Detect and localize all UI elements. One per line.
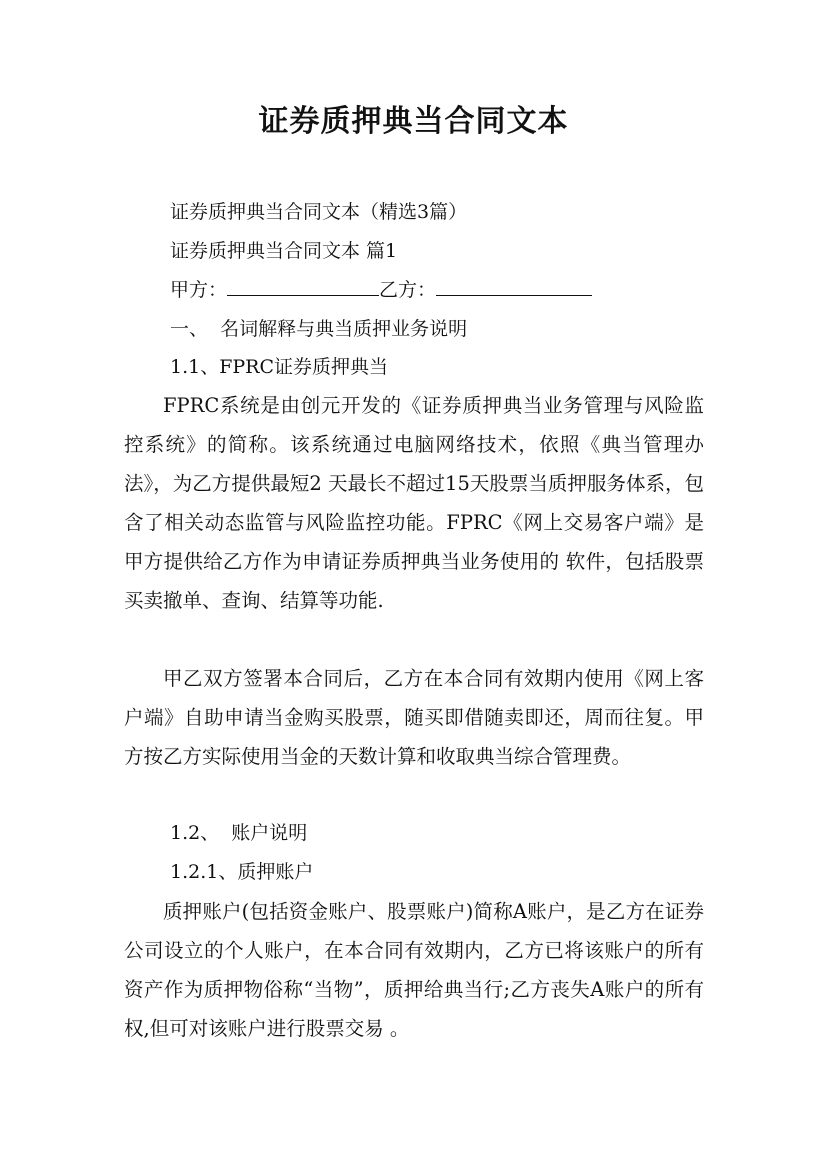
party-a-label: 甲方： [170,279,228,301]
document-subtitle: 证券质押典当合同文本（精选3篇） [170,201,468,223]
heading-1-2-1: 1.2.1、质押账户 [170,861,314,883]
paragraph-contract-usage: 甲乙双方签署本合同后，乙方在本合同有效期内使用《网上客户端》自助申请当金购买股票，随买即借随卖即还，周而往复。甲方按乙方实际使用当金的天数计算和收取典当综合管理费。 [124,667,704,768]
paragraph-pledge-account: 质押账户(包括资金账户、股票账户)简称A账户，是乙方在证券公司设立的个人账户，在本合同有效期内，乙方已将该账户的所有资产作为质押物俗称“当物”，质押给典当行;乙方丧失A账户的所有权,但可对该账户进行股票交易 。 [124,900,704,1040]
heading-1-1: 1.1、FPRC证券质押典当 [170,356,389,378]
party-a-blank [227,275,379,296]
document-title: 证券质押典当合同文本 [258,104,569,139]
parties-line [170,275,592,305]
heading-1-2: 1.2、 账户说明 [170,822,308,844]
party-b-label: 乙方： [379,279,437,301]
section-heading: 证券质押典当合同文本 篇1 [170,240,398,262]
heading-1: 一、 名词解释与典当质押业务说明 [170,318,468,340]
paragraph-fprc-system: FPRC系统是由创元开发的《证券质押典当业务管理与风险监控系统》的简称。该系统通过电脑网络技术，依照《典当管理办法》，为乙方提供最短2 天最长不超过15天股票当质押服务体系，包含了相关动态监管与风险监控功能。FPRC《网上交易客户端》是甲方提供给乙方作为申请证券质押典当业务使用的 软件，包括股票买卖撤单、查询、结算等功能. [124,394,704,612]
party-b-blank [436,275,592,296]
